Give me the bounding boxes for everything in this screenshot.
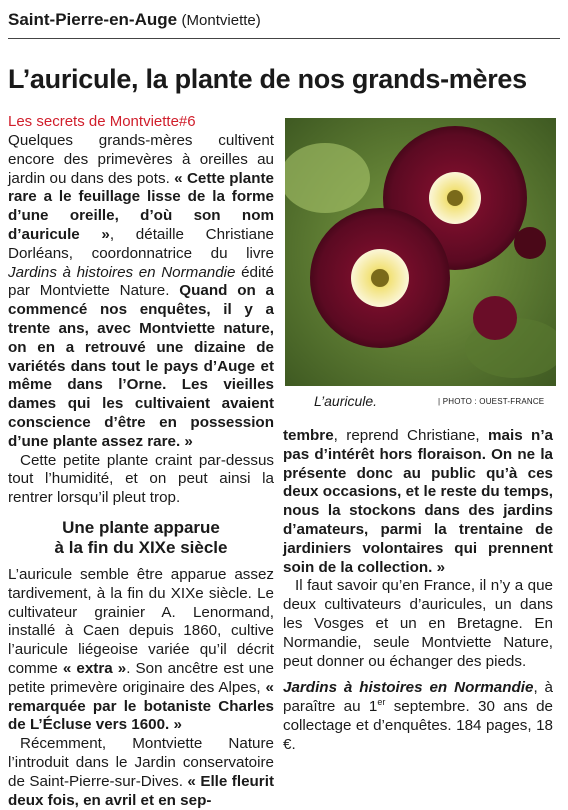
paragraph-1: Quelques grands-mères cultivent encore des primevères à oreilles au jardin ou dans des pots. « Cette plante rare a le feuillage lisse de la forme d’une oreille, d’où son nom d’auricule », détaille Christiane Dorléans, coordonnatrice du livre Jardins à histoires en Normandie édité par Montviette Nature. Quand on a commencé nos enquêtes, il y a trente ans, avec Montviette nature, on en a retrouvé une dizaine de variétés dans tout le pays d’Auge et même dans l’Orne. Les vieilles dames qui les cultivaient avaient conscience d’être en possession d’une plante assez rare. » [8,132,275,450]
photo-credit: | PHOTO : OUEST-FRANCE [438,397,545,406]
paragraph-2: Cette petite plante craint par-dessus tout l’humidité, et on peut ainsi la rentrer lorsqu’il pleut trop. [8,451,274,507]
paragraph-3: L’auricule semble être apparue assez tardivement, à la fin du XIXe siècle. Le cultivateur grainier A. Lenormand, installé à Caen depuis 1860, cultive l’auricule liégeoise variée qu’il décrit comme « extra ». Son ancêtre est une petite primevère originaire des Alpes, « remarquée par le botaniste Charles de L’Écluse vers 1600. » [8,565,274,734]
article-column-1 [8,113,274,810]
subheading: Une plante apparue à la fin du XIXe siècle [54,517,228,557]
paragraph-5: tembre, reprend Christiane, mais n’a pas d’intérêt hors floraison. On ne la présente donc au public qu’à ces deux occasions, et le reste du temps, nous la stockons dans des jardins d’amateurs, parmi la trentaine de jardiniers volontaires qui prennent soin de la collection. » [283,427,553,576]
town-name: Saint-Pierre-en-Auge [8,10,178,29]
photo-caption: L’auricule. [314,393,378,409]
headline: L’auricule, la plante de nos grands-mères [8,64,527,94]
paragraph-6: Il faut savoir qu’en France, il n’y a que deux cultivateurs d’auricules, un dans les Vosges et un en Bretagne. En Normandie, seule Montviette Nature, peut donner ou échanger des pieds. [283,577,553,670]
header-rule [8,38,560,39]
kicker: Les secrets de Montviette#6 [8,113,196,130]
paragraph-4: Récemment, Montviette Nature l’introduit dans le Jardin conservatoire de Saint-Pierre-sur-Dives. « Elle fleurit deux fois, en avril et en sep- [8,735,274,809]
article-header [8,10,560,34]
book-info: Jardins à histoires en Normandie, à paraître au 1er septembre. 30 ans de collectage et d’enquêtes. 184 pages, 18 €. [283,679,554,753]
auricula-photo [285,118,556,386]
flower-bottom [310,208,450,348]
article-column-2 [283,427,553,755]
locality-name: (Montviette) [181,12,261,29]
